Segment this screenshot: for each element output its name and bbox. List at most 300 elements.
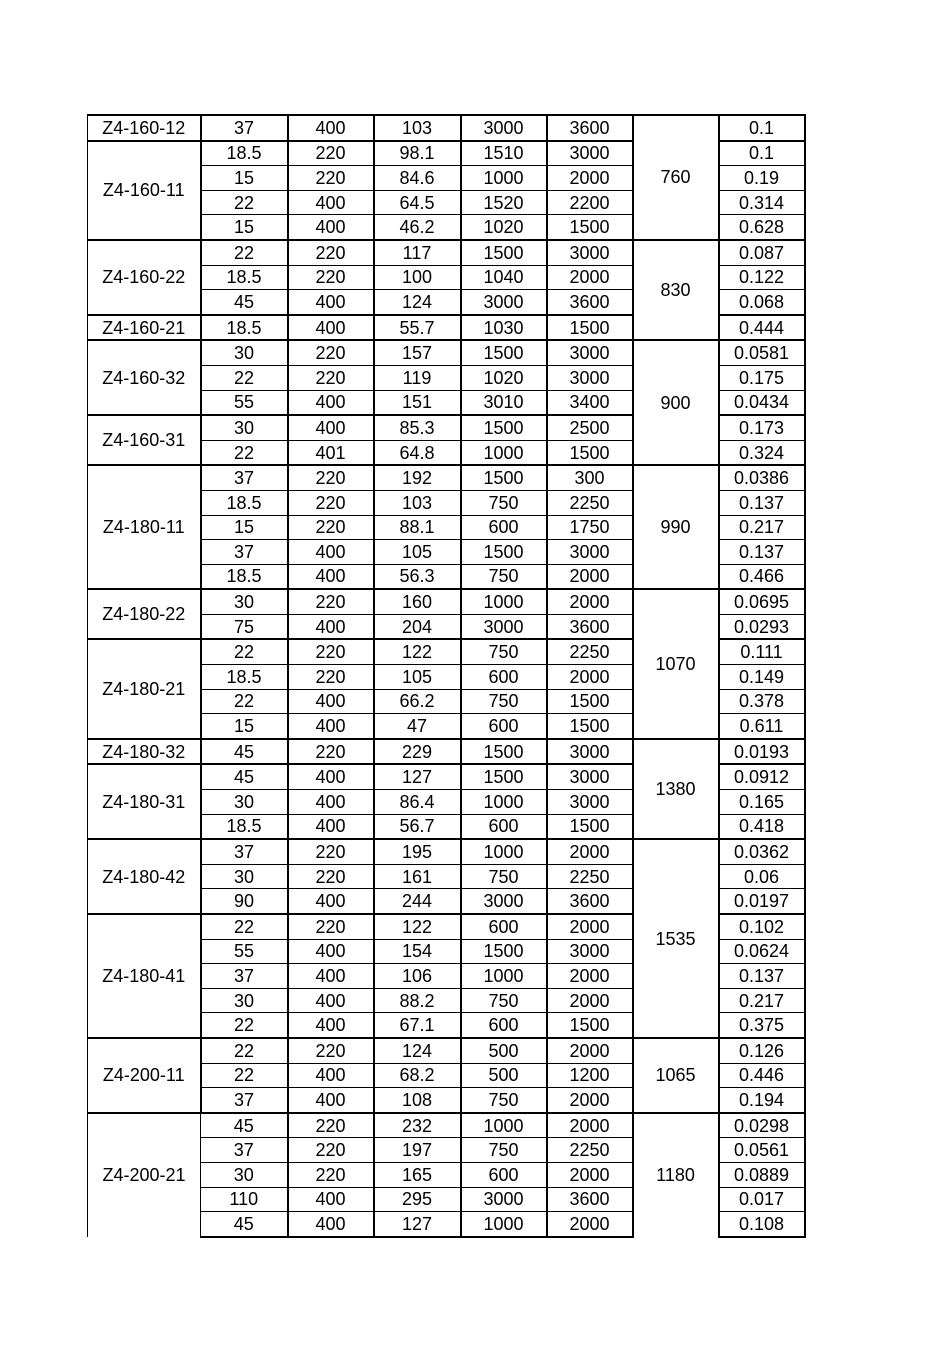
value-cell: 3000 [547,141,633,166]
table-row [88,839,805,864]
coefficient-cell: 0.0386 [719,465,805,490]
value-cell: 160 [374,589,461,614]
value-cell: 154 [374,939,461,964]
table-row [88,589,805,614]
coefficient-cell: 0.173 [719,415,805,440]
model-cell: Z4-160-31 [88,415,201,465]
value-cell: 30 [201,589,288,614]
table-row [88,115,805,141]
value-cell: 1020 [461,215,547,240]
value-cell: 30 [201,988,288,1013]
value-cell: 750 [461,864,547,889]
value-cell: 220 [288,490,374,515]
coefficient-cell: 0.314 [719,190,805,215]
value-cell: 122 [374,639,461,664]
value-cell: 157 [374,340,461,365]
value-cell: 3000 [547,764,633,789]
value-cell: 88.1 [374,515,461,540]
value-cell: 220 [288,1113,374,1138]
value-cell: 3000 [547,365,633,390]
value-cell: 37 [201,1088,288,1113]
value-cell: 3010 [461,390,547,415]
value-cell: 1030 [461,315,547,341]
value-cell: 2000 [547,589,633,614]
value-cell: 22 [201,190,288,215]
value-cell: 100 [374,265,461,290]
value-cell: 124 [374,290,461,315]
coefficient-cell: 0.0695 [719,589,805,614]
value-cell: 1040 [461,265,547,290]
value-cell: 105 [374,540,461,565]
value-cell: 600 [461,914,547,939]
value-cell: 1000 [461,790,547,815]
value-cell: 119 [374,365,461,390]
value-cell: 750 [461,490,547,515]
value-cell: 1500 [461,465,547,490]
value-cell: 2000 [547,1113,633,1138]
value-cell: 117 [374,240,461,265]
value-cell: 220 [288,141,374,166]
coefficient-cell: 0.111 [719,639,805,664]
coefficient-cell: 0.06 [719,864,805,889]
speed-cell: 1380 [633,739,719,839]
value-cell: 1500 [461,540,547,565]
value-cell: 750 [461,639,547,664]
value-cell: 15 [201,166,288,191]
value-cell: 37 [201,839,288,864]
value-cell: 2250 [547,864,633,889]
value-cell: 37 [201,465,288,490]
value-cell: 98.1 [374,141,461,166]
value-cell: 2500 [547,415,633,440]
value-cell: 600 [461,714,547,739]
coefficient-cell: 0.087 [719,240,805,265]
value-cell: 229 [374,739,461,765]
value-cell: 88.2 [374,988,461,1013]
value-cell: 300 [547,465,633,490]
coefficient-cell: 0.068 [719,290,805,315]
value-cell: 18.5 [201,564,288,589]
value-cell: 3000 [547,739,633,765]
value-cell: 1500 [461,939,547,964]
value-cell: 2250 [547,490,633,515]
value-cell: 22 [201,914,288,939]
value-cell: 600 [461,814,547,839]
value-cell: 2000 [547,1162,633,1187]
value-cell: 400 [288,1212,374,1237]
value-cell: 1000 [461,440,547,465]
value-cell: 1200 [547,1063,633,1088]
value-cell: 45 [201,290,288,315]
value-cell: 30 [201,864,288,889]
value-cell: 1500 [461,739,547,765]
coefficient-cell: 0.0889 [719,1162,805,1187]
model-cell: Z4-160-12 [88,115,201,141]
value-cell: 151 [374,390,461,415]
value-cell: 3000 [461,889,547,914]
value-cell: 2000 [547,988,633,1013]
value-cell: 220 [288,1162,374,1187]
value-cell: 22 [201,1013,288,1038]
value-cell: 3000 [461,614,547,639]
value-cell: 220 [288,340,374,365]
value-cell: 103 [374,115,461,141]
value-cell: 400 [288,964,374,989]
model-cell: Z4-180-42 [88,839,201,914]
coefficient-cell: 0.194 [719,1088,805,1113]
model-cell: Z4-160-11 [88,141,201,240]
value-cell: 197 [374,1138,461,1163]
value-cell: 1000 [461,1113,547,1138]
value-cell: 600 [461,1013,547,1038]
value-cell: 37 [201,540,288,565]
value-cell: 2000 [547,964,633,989]
value-cell: 400 [288,889,374,914]
value-cell: 106 [374,964,461,989]
value-cell: 1000 [461,589,547,614]
value-cell: 220 [288,589,374,614]
coefficient-cell: 0.0193 [719,739,805,765]
value-cell: 30 [201,340,288,365]
value-cell: 400 [288,415,374,440]
coefficient-cell: 0.19 [719,166,805,191]
value-cell: 1000 [461,1212,547,1237]
model-cell: Z4-180-22 [88,589,201,639]
value-cell: 18.5 [201,265,288,290]
model-cell: Z4-180-11 [88,465,201,589]
value-cell: 67.1 [374,1013,461,1038]
coefficient-cell: 0.149 [719,665,805,690]
value-cell: 30 [201,415,288,440]
coefficient-cell: 0.0434 [719,390,805,415]
value-cell: 3400 [547,390,633,415]
coefficient-cell: 0.0362 [719,839,805,864]
coefficient-cell: 0.0581 [719,340,805,365]
coefficient-cell: 0.137 [719,490,805,515]
value-cell: 750 [461,1088,547,1113]
value-cell: 3000 [461,290,547,315]
value-cell: 401 [288,440,374,465]
value-cell: 3600 [547,115,633,141]
value-cell: 220 [288,515,374,540]
coefficient-cell: 0.446 [719,1063,805,1088]
value-cell: 2200 [547,190,633,215]
value-cell: 15 [201,215,288,240]
value-cell: 750 [461,689,547,714]
value-cell: 192 [374,465,461,490]
table-row [88,1038,805,1063]
value-cell: 750 [461,564,547,589]
value-cell: 3600 [547,290,633,315]
value-cell: 1500 [547,689,633,714]
value-cell: 400 [288,1063,374,1088]
value-cell: 400 [288,1187,374,1212]
value-cell: 220 [288,1138,374,1163]
value-cell: 66.2 [374,689,461,714]
speed-cell: 990 [633,465,719,589]
value-cell: 1500 [461,415,547,440]
coefficient-cell: 0.175 [719,365,805,390]
value-cell: 400 [288,790,374,815]
value-cell: 18.5 [201,490,288,515]
value-cell: 45 [201,739,288,765]
coefficient-cell: 0.628 [719,215,805,240]
value-cell: 220 [288,166,374,191]
value-cell: 3600 [547,889,633,914]
value-cell: 220 [288,665,374,690]
value-cell: 103 [374,490,461,515]
coefficient-cell: 0.466 [719,564,805,589]
table-row [88,1113,805,1138]
value-cell: 108 [374,1088,461,1113]
coefficient-cell: 0.0298 [719,1113,805,1138]
coefficient-cell: 0.0293 [719,614,805,639]
value-cell: 86.4 [374,790,461,815]
value-cell: 220 [288,465,374,490]
value-cell: 400 [288,814,374,839]
value-cell: 2000 [547,839,633,864]
value-cell: 600 [461,1162,547,1187]
value-cell: 64.5 [374,190,461,215]
value-cell: 124 [374,1038,461,1063]
value-cell: 1500 [461,240,547,265]
value-cell: 2000 [547,564,633,589]
value-cell: 1500 [547,1013,633,1038]
value-cell: 15 [201,515,288,540]
value-cell: 2000 [547,1038,633,1063]
value-cell: 18.5 [201,665,288,690]
model-cell: Z4-160-32 [88,340,201,415]
value-cell: 400 [288,1013,374,1038]
value-cell: 220 [288,639,374,664]
value-cell: 2000 [547,1088,633,1113]
value-cell: 22 [201,365,288,390]
value-cell: 1500 [461,340,547,365]
value-cell: 400 [288,614,374,639]
value-cell: 22 [201,1063,288,1088]
value-cell: 1000 [461,964,547,989]
value-cell: 22 [201,240,288,265]
value-cell: 2250 [547,639,633,664]
speed-cell: 830 [633,240,719,340]
value-cell: 1500 [547,814,633,839]
coefficient-cell: 0.375 [719,1013,805,1038]
coefficient-cell: 0.0624 [719,939,805,964]
model-cell: Z4-180-21 [88,639,201,738]
coefficient-cell: 0.418 [719,814,805,839]
value-cell: 400 [288,215,374,240]
value-cell: 220 [288,739,374,765]
value-cell: 75 [201,614,288,639]
value-cell: 400 [288,290,374,315]
value-cell: 400 [288,315,374,341]
value-cell: 127 [374,1212,461,1237]
value-cell: 3000 [547,540,633,565]
value-cell: 2000 [547,665,633,690]
value-cell: 3000 [461,115,547,141]
motor-spec-table [87,114,806,1238]
coefficient-cell: 0.217 [719,988,805,1013]
table-row [88,739,805,765]
value-cell: 18.5 [201,315,288,341]
value-cell: 1750 [547,515,633,540]
value-cell: 2250 [547,1138,633,1163]
value-cell: 1500 [461,764,547,789]
value-cell: 400 [288,988,374,1013]
value-cell: 110 [201,1187,288,1212]
value-cell: 195 [374,839,461,864]
value-cell: 46.2 [374,215,461,240]
value-cell: 18.5 [201,814,288,839]
value-cell: 105 [374,665,461,690]
value-cell: 55.7 [374,315,461,341]
value-cell: 400 [288,190,374,215]
value-cell: 220 [288,864,374,889]
value-cell: 37 [201,964,288,989]
table-row [88,240,805,265]
value-cell: 600 [461,515,547,540]
value-cell: 1500 [547,714,633,739]
coefficient-cell: 0.137 [719,540,805,565]
value-cell: 400 [288,764,374,789]
value-cell: 18.5 [201,141,288,166]
speed-cell: 760 [633,115,719,240]
coefficient-cell: 0.102 [719,914,805,939]
value-cell: 220 [288,839,374,864]
value-cell: 55 [201,390,288,415]
value-cell: 22 [201,440,288,465]
value-cell: 244 [374,889,461,914]
value-cell: 1000 [461,166,547,191]
value-cell: 85.3 [374,415,461,440]
value-cell: 3000 [547,340,633,365]
value-cell: 220 [288,265,374,290]
speed-cell: 900 [633,340,719,465]
value-cell: 295 [374,1187,461,1212]
value-cell: 400 [288,540,374,565]
model-cell: Z4-180-32 [88,739,201,765]
coefficient-cell: 0.324 [719,440,805,465]
value-cell: 161 [374,864,461,889]
value-cell: 1520 [461,190,547,215]
value-cell: 47 [374,714,461,739]
model-cell: Z4-200-11 [88,1038,201,1113]
table-body [88,115,805,1237]
value-cell: 1510 [461,141,547,166]
value-cell: 3600 [547,614,633,639]
coefficient-cell: 0.444 [719,315,805,341]
model-cell: Z4-180-41 [88,914,201,1038]
value-cell: 127 [374,764,461,789]
value-cell: 232 [374,1113,461,1138]
value-cell: 3000 [461,1187,547,1212]
value-cell: 3000 [547,240,633,265]
coefficient-cell: 0.017 [719,1187,805,1212]
value-cell: 1000 [461,839,547,864]
value-cell: 220 [288,914,374,939]
value-cell: 1500 [547,315,633,341]
value-cell: 122 [374,914,461,939]
coefficient-cell: 0.1 [719,115,805,141]
value-cell: 22 [201,639,288,664]
coefficient-cell: 0.0912 [719,764,805,789]
value-cell: 2000 [547,265,633,290]
value-cell: 750 [461,1138,547,1163]
value-cell: 165 [374,1162,461,1187]
value-cell: 220 [288,365,374,390]
value-cell: 400 [288,564,374,589]
value-cell: 37 [201,115,288,141]
speed-cell: 1180 [633,1113,719,1237]
coefficient-cell: 0.217 [719,515,805,540]
value-cell: 204 [374,614,461,639]
coefficient-cell: 0.1 [719,141,805,166]
value-cell: 400 [288,115,374,141]
coefficient-cell: 0.137 [719,964,805,989]
value-cell: 500 [461,1038,547,1063]
value-cell: 600 [461,665,547,690]
value-cell: 1500 [547,440,633,465]
value-cell: 56.3 [374,564,461,589]
value-cell: 220 [288,240,374,265]
value-cell: 400 [288,714,374,739]
model-cell: Z4-180-31 [88,764,201,839]
value-cell: 2000 [547,914,633,939]
coefficient-cell: 0.0197 [719,889,805,914]
coefficient-cell: 0.126 [719,1038,805,1063]
value-cell: 22 [201,1038,288,1063]
value-cell: 2000 [547,166,633,191]
coefficient-cell: 0.165 [719,790,805,815]
model-cell: Z4-200-21 [88,1113,201,1237]
model-cell: Z4-160-21 [88,315,201,341]
model-cell: Z4-160-22 [88,240,201,315]
value-cell: 90 [201,889,288,914]
value-cell: 400 [288,390,374,415]
table-row [88,465,805,490]
value-cell: 22 [201,689,288,714]
table-row [88,340,805,365]
value-cell: 400 [288,689,374,714]
speed-cell: 1070 [633,589,719,739]
value-cell: 64.8 [374,440,461,465]
value-cell: 3600 [547,1187,633,1212]
value-cell: 45 [201,1212,288,1237]
coefficient-cell: 0.611 [719,714,805,739]
value-cell: 30 [201,790,288,815]
coefficient-cell: 0.378 [719,689,805,714]
value-cell: 45 [201,1113,288,1138]
value-cell: 1020 [461,365,547,390]
value-cell: 30 [201,1162,288,1187]
value-cell: 500 [461,1063,547,1088]
value-cell: 220 [288,1038,374,1063]
coefficient-cell: 0.122 [719,265,805,290]
value-cell: 2000 [547,1212,633,1237]
value-cell: 68.2 [374,1063,461,1088]
value-cell: 37 [201,1138,288,1163]
coefficient-cell: 0.108 [719,1212,805,1237]
value-cell: 84.6 [374,166,461,191]
value-cell: 56.7 [374,814,461,839]
value-cell: 1500 [547,215,633,240]
value-cell: 3000 [547,790,633,815]
value-cell: 15 [201,714,288,739]
value-cell: 400 [288,939,374,964]
coefficient-cell: 0.0561 [719,1138,805,1163]
speed-cell: 1065 [633,1038,719,1113]
value-cell: 45 [201,764,288,789]
